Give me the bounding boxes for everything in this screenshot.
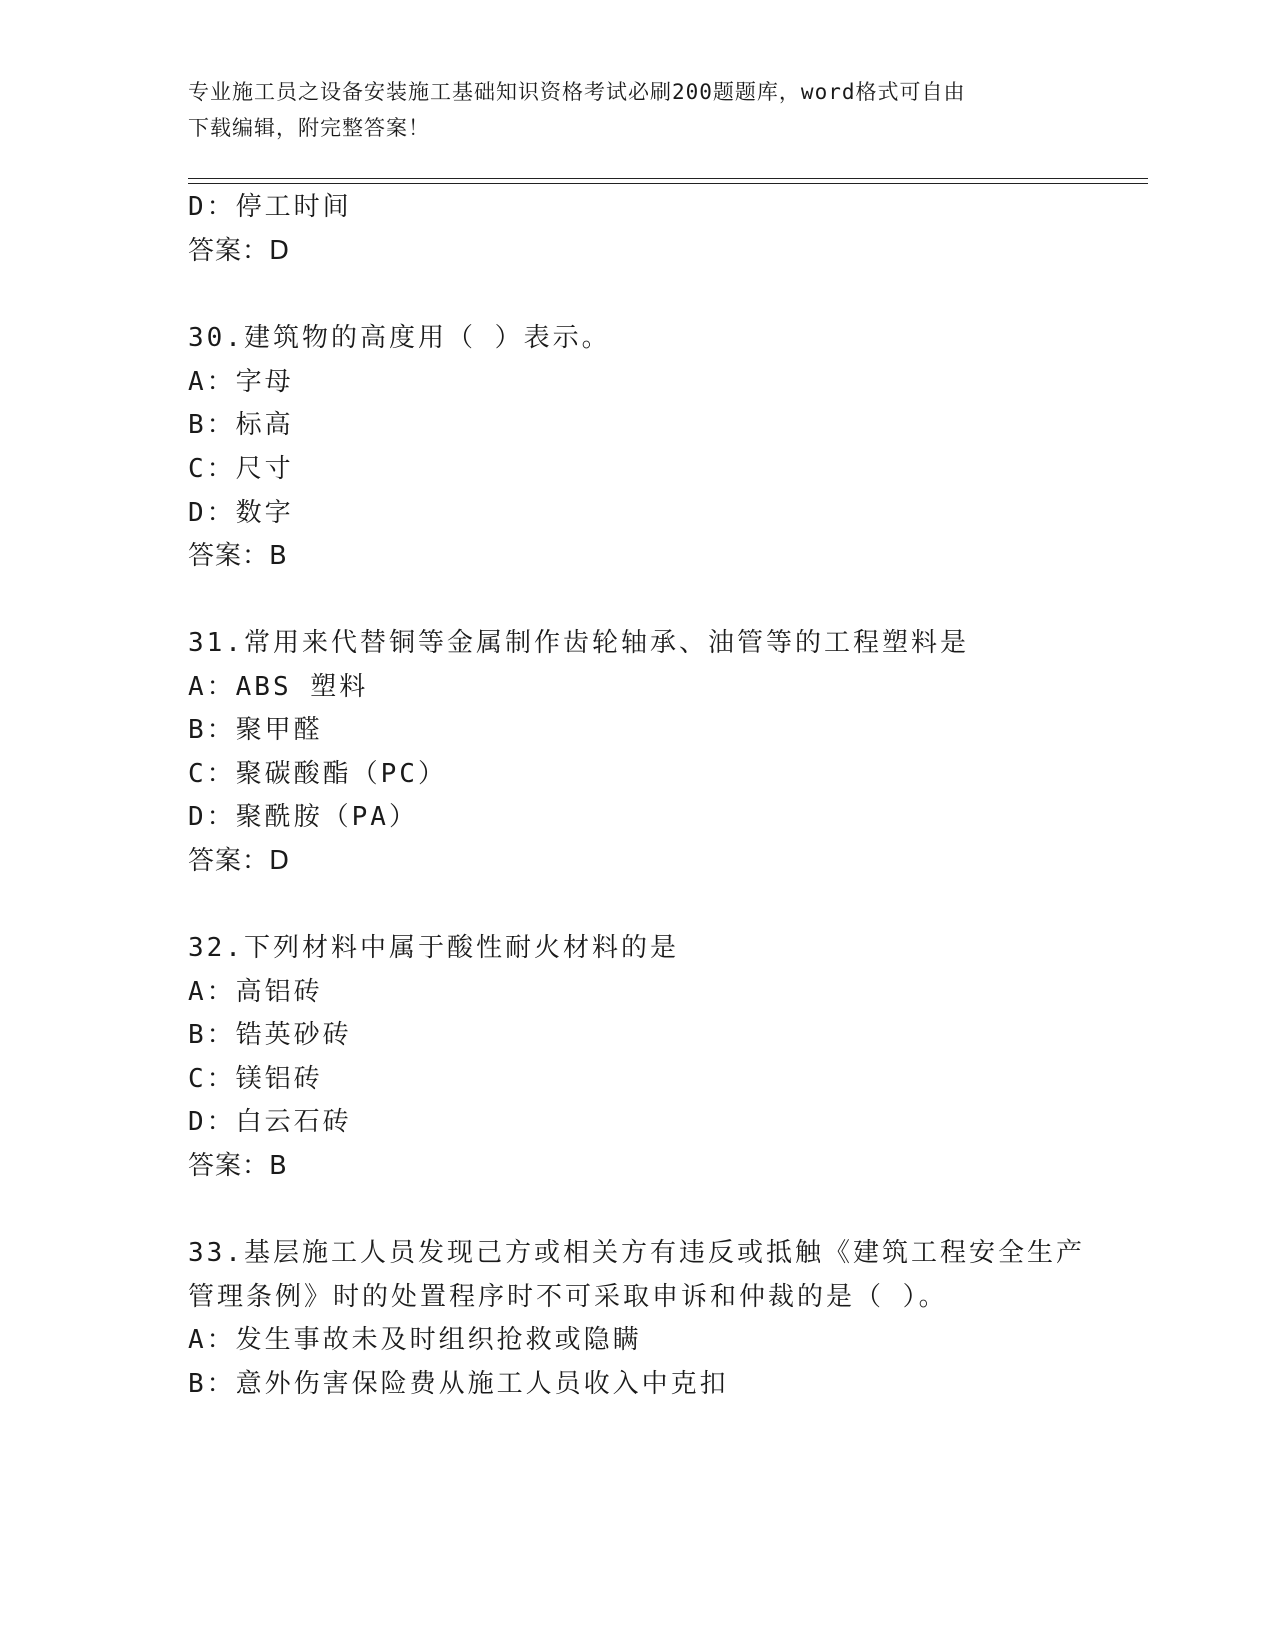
question-33-option-b: B：意外伤害保险费从施工人员收入中克扣 — [188, 1369, 729, 1399]
document-header — [188, 74, 1068, 146]
question-31-option-b: B：聚甲醛 — [188, 715, 323, 745]
question-31-stem: 31.常用来代替铜等金属制作齿轮轴承、油管等的工程塑料是 — [188, 628, 969, 658]
question-30-stem: 30.建筑物的高度用（ ）表示。 — [188, 323, 611, 353]
question-33-stem-line-1: 33.基层施工人员发现己方或相关方有违反或抵触《建筑工程安全生产 — [188, 1238, 1085, 1268]
prev-option-d: D：停工时间 — [188, 192, 352, 222]
question-32-answer: 答案：B — [188, 1151, 288, 1181]
question-31-answer: 答案：D — [188, 846, 291, 876]
header-divider-bottom — [188, 183, 1148, 184]
question-32-option-a: A：高铝砖 — [188, 977, 323, 1007]
question-30-option-c: C：尺寸 — [188, 454, 294, 484]
question-30-option-a: A：字母 — [188, 367, 294, 397]
question-33-stem-line-2: 管理条例》时的处置程序时不可采取申诉和仲裁的是（ ）。 — [188, 1282, 948, 1312]
header-divider-top — [188, 178, 1148, 179]
prev-answer: 答案：D — [188, 236, 291, 266]
header-line-1: 专业施工员之设备安装施工基础知识资格考试必刷200题题库，word格式可自由 — [188, 80, 966, 104]
question-31-option-a: A：ABS 塑料 — [188, 672, 369, 702]
question-32-option-b: B：锆英砂砖 — [188, 1020, 352, 1050]
question-31-option-c: C：聚碳酸酯（PC） — [188, 759, 447, 789]
question-31-option-d: D：聚酰胺（PA） — [188, 802, 418, 832]
question-33-option-a: A：发生事故未及时组织抢救或隐瞒 — [188, 1325, 642, 1355]
question-30-option-b: B：标高 — [188, 410, 294, 440]
question-30-answer: 答案：B — [188, 541, 288, 571]
question-32-option-c: C：镁铝砖 — [188, 1064, 323, 1094]
question-30-option-d: D：数字 — [188, 498, 294, 528]
question-32-stem: 32.下列材料中属于酸性耐火材料的是 — [188, 933, 679, 963]
header-line-2: 下载编辑，附完整答案！ — [188, 116, 430, 140]
question-32-option-d: D：白云石砖 — [188, 1107, 352, 1137]
